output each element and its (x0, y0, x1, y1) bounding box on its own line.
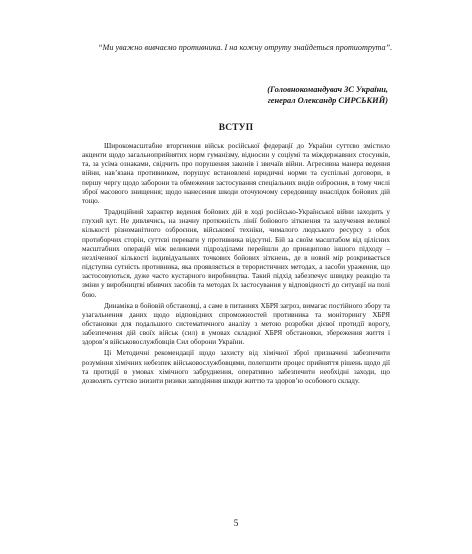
section-heading: ВСТУП (218, 123, 254, 133)
attribution-line-1: (Головнокомандувач ЗС України, (267, 85, 388, 94)
paragraph: Ці Методичні рекомендації щодо захисту від хімічної зброї призначені забезпечити розуміння хімічних небезпек військовослужбовцями, полегшити процес прийняття рішень щодо дії та протидії в умовах хімічного забруднення, оперативно забезпечити необхідні заходи, що дозволять суттєво знизити ризики заподіяння шкоди життю та здоров’ю особового складу. (82, 349, 390, 385)
paragraph: Традиційний характер ведення бойових дій в ході російсько-Української війни заходить у глухий кут. Не дивлячись, на значну протяжність лінії бойового зіткнення та залучення великої кількості різноманітного озброєння, військової техніки, чималого людського ресурсу з обох протиборчих сторін, суттєві переваги у противника відсутні. Бій за своїм масштабом від цілісних масштабних операцій між великими підрозділами перейшли до принципово іншого підходу – незліченної кількості індивідуальних точкових бойових зіткнень, де в новий мір розкривається підступна сутність противника, яка проявляється в терористичних методах, а засоби ураження, що застосовуються, дуже часто кустарного виробництва. Такий підхід забезпечує швидку реакцію та зміни у виробництві вбивчих засобів та методах їх застосування у відповідності до ситуації на полі бою. (82, 208, 390, 299)
paragraph: Динаміка в бойовій обстановці, а саме в питаннях ХБРЯ загроз, вимагає постійного збору та узагальнення даних щодо відповідних спроможностей противника та моніторингу ХБРЯ обстановки для подальшого систематичного аналізу з метою розробки дієвої протидії ворогу, забезпечення дій своїх військ (сил) в умовах складної ХБРЯ обстановки, збереження життя і здоров’я військовослужбовців Сил оборони України. (82, 301, 390, 347)
epigraph-attribution (218, 84, 388, 106)
body-text (82, 142, 390, 388)
paragraph: Широкомасштабне вторгнення військ російської федерації до України суттєво змістило акценти щодо загальноприйнятих норм гуманізму, відносин у соціумі та міждержавних стосунків, та, за усіма ознаками, свідчить про порушення законів і звичаїв війни. Агресивна манера ведення війни, нав’язана противником, порушує встановлені юридичні норми та суспільні договори, в першу чергу щодо заборони та обмеження застосування спеціальних видів озброєння, в тому числі зброї масового знищення; щодо нанесення шкоди оточуючому середовищу внаслідок бойових дій тощо. (82, 142, 390, 205)
epigraph-quote: “Ми уважно вивчаємо противника. І на кожну отруту знайдеться протиотрута”. (98, 43, 393, 52)
attribution-line-2: генерал Олександр СИРСЬКИЙ) (267, 96, 388, 105)
page-number: 5 (233, 519, 239, 529)
